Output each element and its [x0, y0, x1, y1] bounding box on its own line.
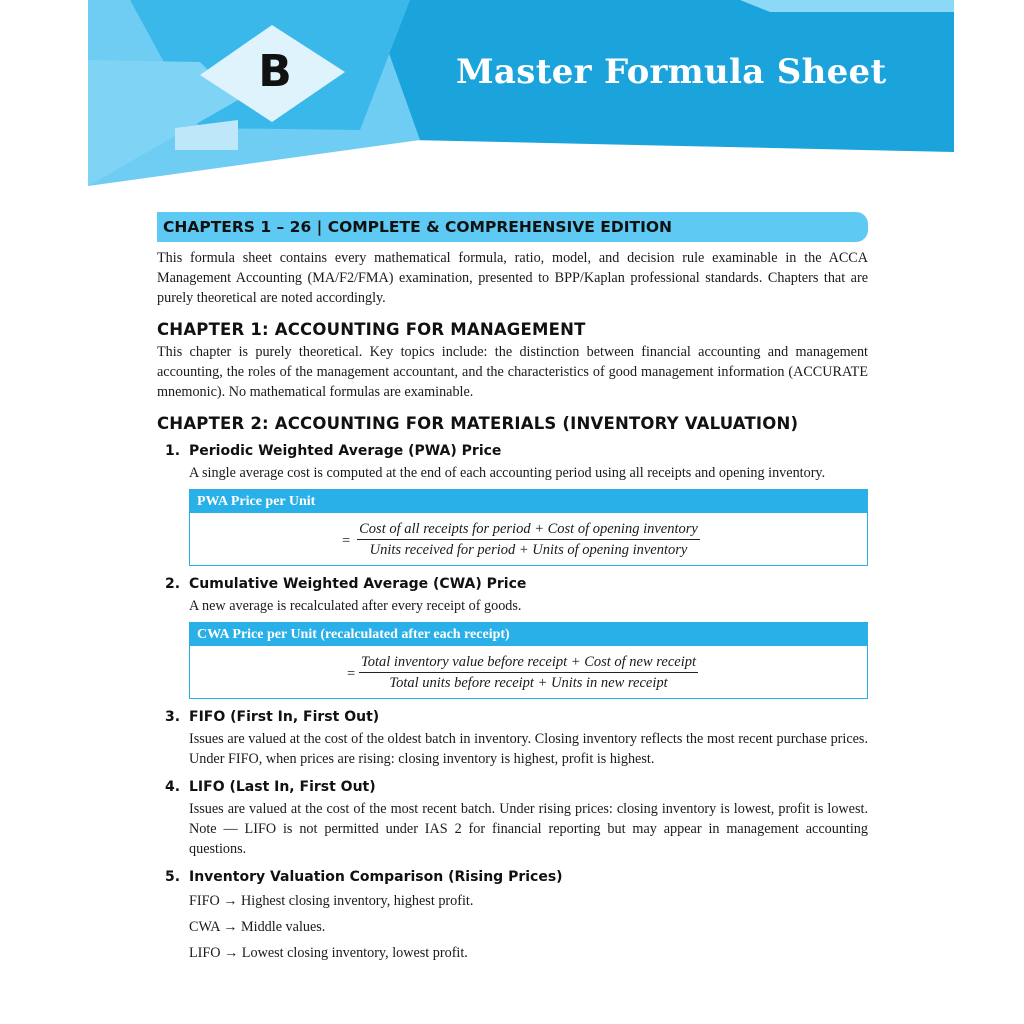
section-cwa-heading — [165, 576, 868, 592]
document-body — [157, 212, 868, 963]
equals-sign: = — [347, 666, 356, 682]
chapter1-heading: CHAPTER 1: ACCOUNTING FOR MANAGEMENT — [157, 320, 586, 339]
formula-denominator: Total units before receipt + Units in new receipt — [389, 675, 668, 691]
section-title: FIFO (First In, First Out) — [189, 709, 380, 725]
section-fifo-heading — [165, 709, 868, 725]
pwa-formula-box — [189, 489, 868, 566]
section-fifo-text: Issues are valued at the cost of the oldest batch in inventory. Closing inventory reflects the most recent purchase prices. Under FIFO, when prices are rising: closing inventory is highest, profit is highest. — [189, 731, 868, 767]
section-pwa-text: A single average cost is computed at the end of each accounting period using all receipts and opening inventory. — [189, 465, 826, 481]
comparison-item: FIFO → Highest closing inventory, highest profit. — [189, 893, 474, 909]
section-number: 4. — [165, 779, 181, 795]
cwa-formula-box — [189, 622, 868, 699]
formula-box-title: PWA Price per Unit — [190, 490, 867, 513]
formula-numerator: Cost of all receipts for period + Cost of opening inventory — [357, 521, 700, 540]
section-number: 5. — [165, 869, 181, 885]
section-lifo-heading — [165, 779, 868, 795]
section-title: Periodic Weighted Average (PWA) Price — [189, 443, 502, 459]
comparison-item: CWA → Middle values. — [189, 919, 326, 935]
comparison-item: LIFO → Lowest closing inventory, lowest profit. — [189, 945, 468, 961]
section-pwa-heading — [165, 443, 868, 459]
intro-paragraph: This formula sheet contains every mathematical formula, ratio, model, and decision rule examinable in the ACCA Management Accounting (MA/F2/FMA) examination, presented to BPP/Kaplan professional standards. Chapters that are purely theoretical are noted accordingly. — [157, 250, 868, 306]
section-title: LIFO (Last In, First Out) — [189, 779, 376, 795]
formula-denominator: Units received for period + Units of opening inventory — [369, 542, 688, 558]
section-cwa-text: A new average is recalculated after every receipt of goods. — [189, 598, 522, 614]
edition-bar: CHAPTERS 1 – 26 | COMPLETE & COMPREHENSIVE EDITION — [157, 212, 868, 242]
section-title: Inventory Valuation Comparison (Rising Prices) — [189, 869, 563, 885]
chapter2-heading: CHAPTER 2: ACCOUNTING FOR MATERIALS (INVENTORY VALUATION) — [157, 414, 799, 433]
chapter1-text: This chapter is purely theoretical. Key topics include: the distinction between financial accounting and management accounting, the roles of the management accountant, and the characteristics of good management information (ACCURATE mnemonic). No mathematical formulas are examinable. — [157, 344, 868, 400]
section-number: 3. — [165, 709, 181, 725]
formula-box-title: CWA Price per Unit (recalculated after each receipt) — [190, 623, 867, 646]
page-title: Master Formula Sheet — [456, 52, 887, 92]
header-banner — [0, 0, 1024, 200]
formula-numerator: Total inventory value before receipt + Cost of new receipt — [359, 654, 698, 673]
section-comparison-heading — [165, 869, 868, 885]
section-title: Cumulative Weighted Average (CWA) Price — [189, 576, 527, 592]
equals-sign: = — [342, 533, 351, 549]
section-number: 1. — [165, 443, 181, 459]
section-lifo-text: Issues are valued at the cost of the most recent batch. Under rising prices: closing inventory is lowest, profit is lowest. Note — LIFO is not permitted under IAS 2 for financial reporting but may appear in management accounting questions. — [189, 801, 868, 857]
section-number: 2. — [165, 576, 181, 592]
pwa-formula — [190, 521, 867, 559]
cwa-formula — [190, 654, 867, 692]
appendix-letter: B — [258, 46, 292, 97]
